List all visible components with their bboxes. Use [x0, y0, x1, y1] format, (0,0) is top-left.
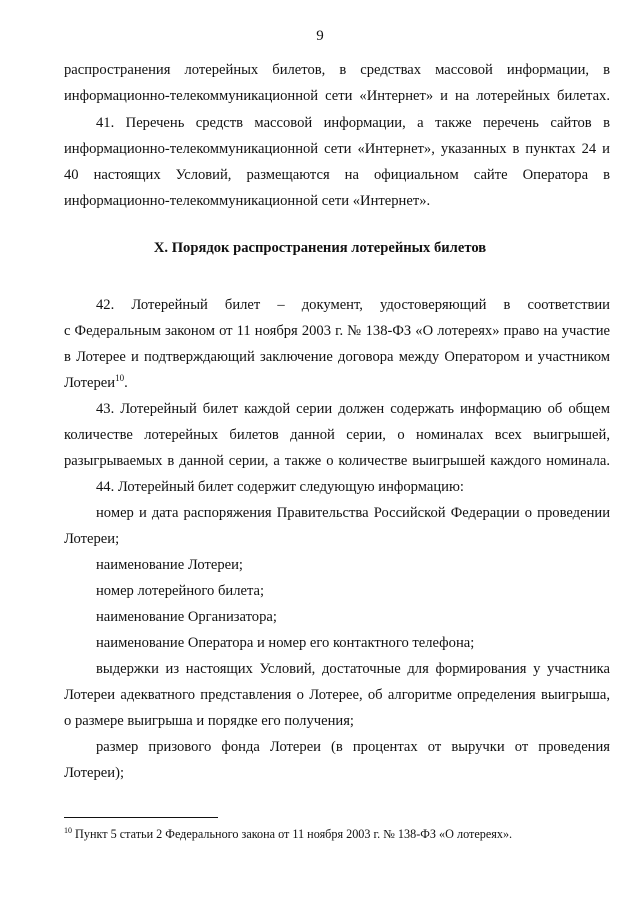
text-line: информационно-телекоммуникационной сети «Интернет». [64, 193, 431, 209]
text-line: распространения лотерейных билетов, в средствах массовой информации, в [64, 62, 610, 78]
text-line [64, 374, 610, 392]
list-item-continuation: Лотереи адекватного представления о Лотерее, об алгоритме определения выигрыша, [64, 687, 610, 703]
footnote-reference: 10 [115, 373, 125, 384]
list-item-continuation: о размере выигрыша и порядке его получения; [64, 713, 354, 729]
text-line-end: . [124, 375, 128, 391]
page-number: 9 [316, 28, 324, 44]
list-item: размер призового фонда Лотереи (в процентах от выручки от проведения [96, 739, 610, 755]
list-item: наименование Лотереи; [96, 557, 243, 573]
text-line: информационно-телекоммуникационной сети «Интернет», указанных в пунктах 24 и [64, 141, 610, 157]
list-item: номер лотерейного билета; [96, 583, 265, 599]
section-heading: X. Порядок распространения лотерейных билетов [153, 240, 487, 256]
text-line: количестве лотерейных билетов данной серии, о номиналах всех выигрышей, [64, 427, 610, 443]
list-item-continuation: Лотереи); [64, 765, 124, 781]
list-item: наименование Организатора; [96, 609, 277, 625]
text-line-content: Лотереи [64, 375, 116, 391]
text-line: 41. Перечень средств массовой информации, а также перечень сайтов в [96, 115, 610, 131]
text-line: разыгрываемых в данной серии, а также о количестве выигрышей каждого номинала. [64, 453, 610, 469]
text-line: 43. Лотерейный билет каждой серии должен содержать информацию об общем [96, 401, 610, 417]
list-item-continuation: Лотереи; [64, 531, 120, 547]
footnote-number: 10 [64, 825, 72, 835]
text-line: 42. Лотерейный билет – документ, удостоверяющий в соответствии [96, 297, 610, 313]
footnote [64, 827, 610, 842]
text-line: в Лотерее и подтверждающий заключение договора между Оператором и участником [64, 349, 610, 365]
text-line: 40 настоящих Условий, размещаются на официальном сайте Оператора в [64, 167, 610, 183]
footnote-text: Пункт 5 статьи 2 Федерального закона от 11 ноября 2003 г. № 138-ФЗ «О лотереях». [72, 827, 513, 841]
list-item: выдержки из настоящих Условий, достаточные для формирования у участника [96, 661, 610, 677]
footnote-divider [64, 817, 218, 818]
text-line: 44. Лотерейный билет содержит следующую информацию: [96, 479, 464, 495]
text-line: информационно-телекоммуникационной сети «Интернет» и на лотерейных билетах. [64, 88, 610, 104]
list-item: номер и дата распоряжения Правительства Российской Федерации о проведении [96, 505, 610, 521]
text-line: с Федеральным законом от 11 ноября 2003 г. № 138-ФЗ «О лотереях» право на участие [64, 323, 610, 339]
list-item: наименование Оператора и номер его контактного телефона; [96, 635, 475, 651]
